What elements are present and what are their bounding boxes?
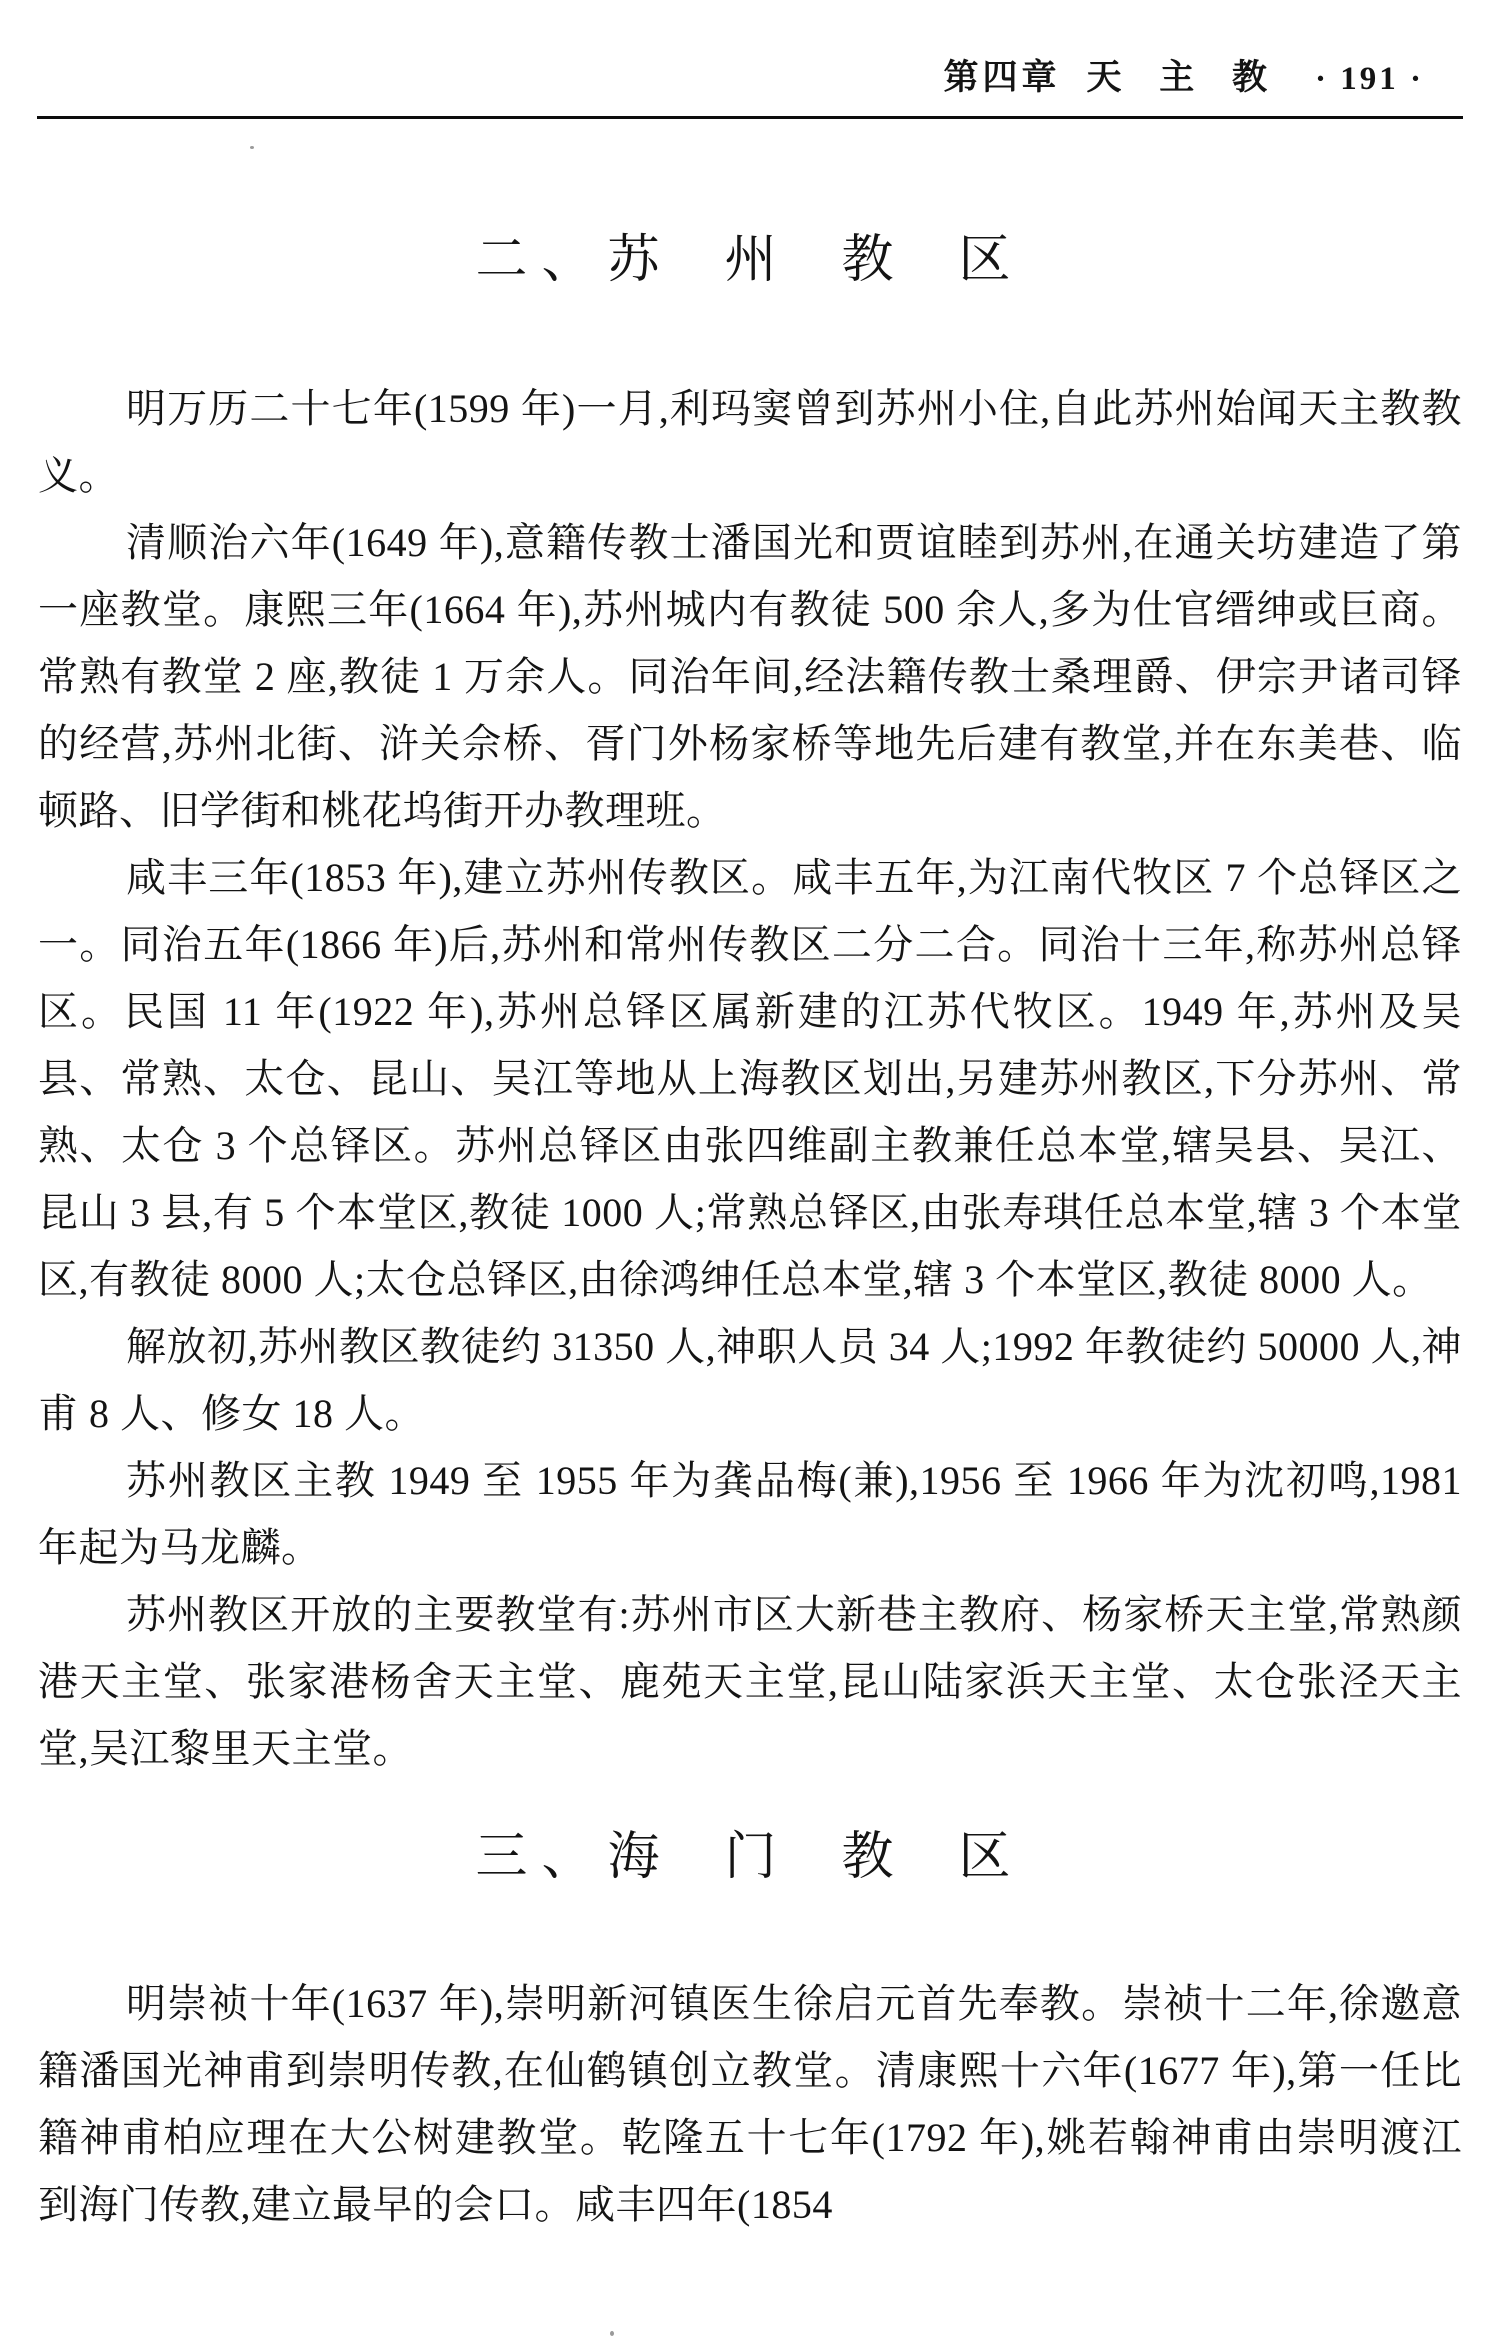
scan-speck xyxy=(610,2331,614,2336)
paragraph-suzhou-bishops: 苏州教区主教 1949 至 1955 年为龚品梅(兼),1956 至 1966 年为沈初鸣,1981 年起为马龙麟。 xyxy=(38,1458,1462,1570)
running-head-title: 天 主 教 xyxy=(1086,58,1277,97)
paragraph-suzhou-stats: 解放初,苏州教区教徒约 31350 人,神职人员 34 人;1992 年教徒约 50000 人,神甫 8 人、修女 18 人。 xyxy=(38,1324,1462,1436)
header-rule xyxy=(37,116,1463,119)
paragraph-haimen-intro: 明崇祯十年(1637 年),崇明新河镇医生徐启元首先奉教。崇祯十二年,徐邀意籍潘国光神甫到崇明传教,在仙鹤镇创立教堂。清康熙十六年(1677 年),第一任比籍神甫柏应理在大公树建教堂。乾隆五十七年(1792 年),姚若翰神甫由崇明渡江到海门传教,建立最早的会口。咸丰四年(1854 xyxy=(38,1981,1462,2227)
page-body xyxy=(0,231,1500,2238)
scan-speck xyxy=(250,146,254,149)
paragraph-suzhou-history: 咸丰三年(1853 年),建立苏州传教区。咸丰五年,为江南代牧区 7 个总铎区之一。同治五年(1866 年)后,苏州和常州传教区二分二合。同治十三年,称苏州总铎区。民国 11 年(1922 年),苏州总铎区属新建的江苏代牧区。1949 年,苏州及吴县、常熟、太仓、昆山、吴江等地从上海教区划出,另建苏州教区,下分苏州、常熟、太仓 3 个总铎区。苏州总铎区由张四维副主教兼任总本堂,辖吴县、吴江、昆山 3 县,有 5 个本堂区,教徒 1000 人;常熟总铎区,由张寿琪任总本堂,辖 3 个本堂区,有教徒 8000 人;太仓总铎区,由徐鸿绅任总本堂,辖 3 个本堂区,教徒 8000 人。 xyxy=(38,855,1462,1302)
paragraph-suzhou-churches: 清顺治六年(1649 年),意籍传教士潘国光和贾谊睦到苏州,在通关坊建造了第一座教堂。康熙三年(1664 年),苏州城内有教徒 500 余人,多为仕官缙绅或巨商。常熟有教堂 2 座,教徒 1 万余人。同治年间,经法籍传教士桑理爵、伊宗尹诸司铎的经营,苏州北街、浒关佘桥、胥门外杨家桥等地先后建有教堂,并在东美巷、临顿路、旧学街和桃花坞街开办教理班。 xyxy=(38,520,1462,833)
section-heading-suzhou: 二、苏 州 教 区 xyxy=(475,232,1025,289)
running-head xyxy=(0,0,1500,103)
paragraph-suzhou-intro: 明万历二十七年(1599 年)一月,利玛窦曾到苏州小住,自此苏州始闻天主教教义。 xyxy=(38,386,1462,498)
section-heading-haimen: 三、海 门 教 区 xyxy=(475,1829,1025,1886)
page-number: · 191 · xyxy=(1314,61,1424,97)
paragraph-suzhou-open-churches: 苏州教区开放的主要教堂有:苏州市区大新巷主教府、杨家桥天主堂,常熟颜港天主堂、张家港杨舍天主堂、鹿苑天主堂,昆山陆家浜天主堂、太仓张泾天主堂,吴江黎里天主堂。 xyxy=(38,1592,1462,1771)
chapter-label: 第四章 xyxy=(943,58,1061,97)
